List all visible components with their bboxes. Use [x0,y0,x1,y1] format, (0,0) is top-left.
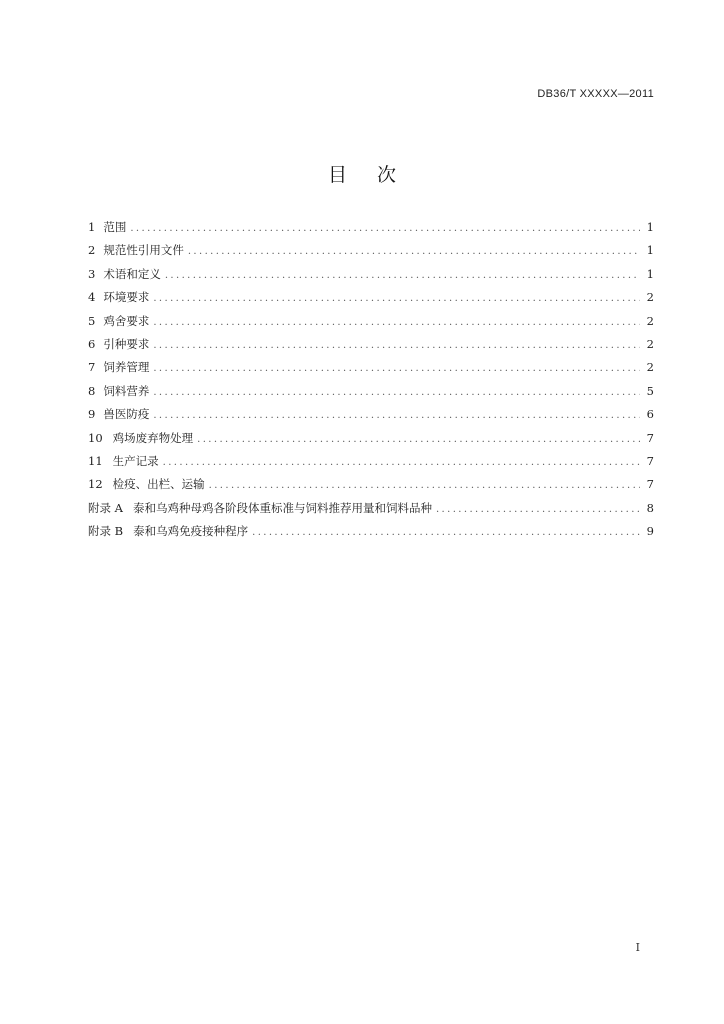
toc-entry-label: 泰和乌鸡种母鸡各阶段体重标准与饲料推荐用量和饲料品种 [132,500,432,515]
toc-entry-page: 2 [646,336,654,351]
toc-entry[interactable] [88,242,654,265]
toc-entry[interactable] [88,476,654,499]
toc-leader-dots [165,270,640,281]
toc-entry-page: 7 [646,453,654,468]
toc-entry-number: 10 [88,430,103,445]
toc-entry-number: 3 [88,266,96,281]
toc-title: 目次 [327,164,426,186]
toc-entry-label: 检疫、出栏、运输 [112,477,205,492]
toc-leader-dots [153,363,640,374]
toc-entry-label: 引种要求 [103,336,150,351]
toc-entry-page: 1 [646,220,654,234]
toc-leader-dots [436,504,640,515]
toc-entry-number: 11 [88,453,103,468]
toc-entry-appendix[interactable] [88,500,654,523]
toc-entry-number: 1 [88,220,96,234]
toc-entry[interactable] [88,219,654,242]
toc-leader-dots [153,317,640,328]
toc-entry-number: 4 [88,290,96,305]
toc-entry-label: 鸡舍要求 [103,313,150,328]
toc-entry-appendix[interactable] [88,523,654,546]
toc-entry[interactable] [88,359,654,382]
document-code: DB36/T XXXXX—2011 [537,88,654,100]
toc-entry-page: 1 [646,243,654,258]
toc-entry-number: 9 [88,407,96,422]
toc-entry-label: 饲养管理 [103,360,150,375]
toc-entry-number: 附录 B [88,524,124,539]
toc-entry-label: 术语和定义 [103,266,161,281]
toc-entry-page: 8 [646,500,654,515]
toc-leader-dots [153,410,640,421]
toc-entry-label: 规范性引用文件 [103,243,184,258]
toc-entry-label: 兽医防疫 [103,407,150,422]
toc-entry-label: 范围 [103,220,127,234]
toc-entry[interactable] [88,453,654,476]
toc-entry-label: 饲料营养 [103,383,150,398]
toc-entry-page: 7 [646,477,654,492]
toc-leader-dots [197,434,640,445]
toc-entry-number: 8 [88,383,96,398]
toc-entry-number: 6 [88,336,96,351]
toc-entry-number: 2 [88,243,96,258]
toc-entry-page: 5 [646,383,654,398]
toc-leader-dots [153,340,640,351]
page-number: I [635,941,640,954]
toc-leader-dots [153,293,640,304]
toc-leader-dots [252,527,640,538]
toc-entry[interactable] [88,313,654,336]
toc-leader-dots [209,480,640,491]
toc-entry-page: 6 [646,407,654,422]
table-of-contents [88,219,654,546]
toc-leader-dots [163,457,640,468]
toc-entry-label: 鸡场废弃物处理 [112,430,194,445]
toc-entry-page: 1 [646,266,654,281]
toc-entry-page: 2 [646,360,654,375]
toc-entry-page: 2 [646,290,654,305]
toc-entry[interactable] [88,266,654,289]
toc-entry[interactable] [88,383,654,406]
toc-entry[interactable] [88,289,654,312]
toc-entry-number: 12 [88,477,103,492]
toc-entry-label: 环境要求 [103,290,150,305]
toc-entry[interactable] [88,406,654,429]
toc-entry-label: 泰和乌鸡免疫接种程序 [133,524,249,539]
toc-entry-label: 生产记录 [112,453,159,468]
toc-entry[interactable] [88,336,654,359]
toc-entry-page: 2 [646,313,654,328]
toc-entry-number: 附录 A [88,500,123,515]
toc-entry-page: 7 [646,430,654,445]
toc-entry[interactable] [88,430,654,453]
toc-entry-page: 9 [646,524,654,539]
toc-entry-number: 5 [88,313,96,328]
toc-leader-dots [188,246,640,257]
toc-leader-dots [130,223,640,234]
toc-entry-number: 7 [88,360,96,375]
toc-leader-dots [153,387,640,398]
